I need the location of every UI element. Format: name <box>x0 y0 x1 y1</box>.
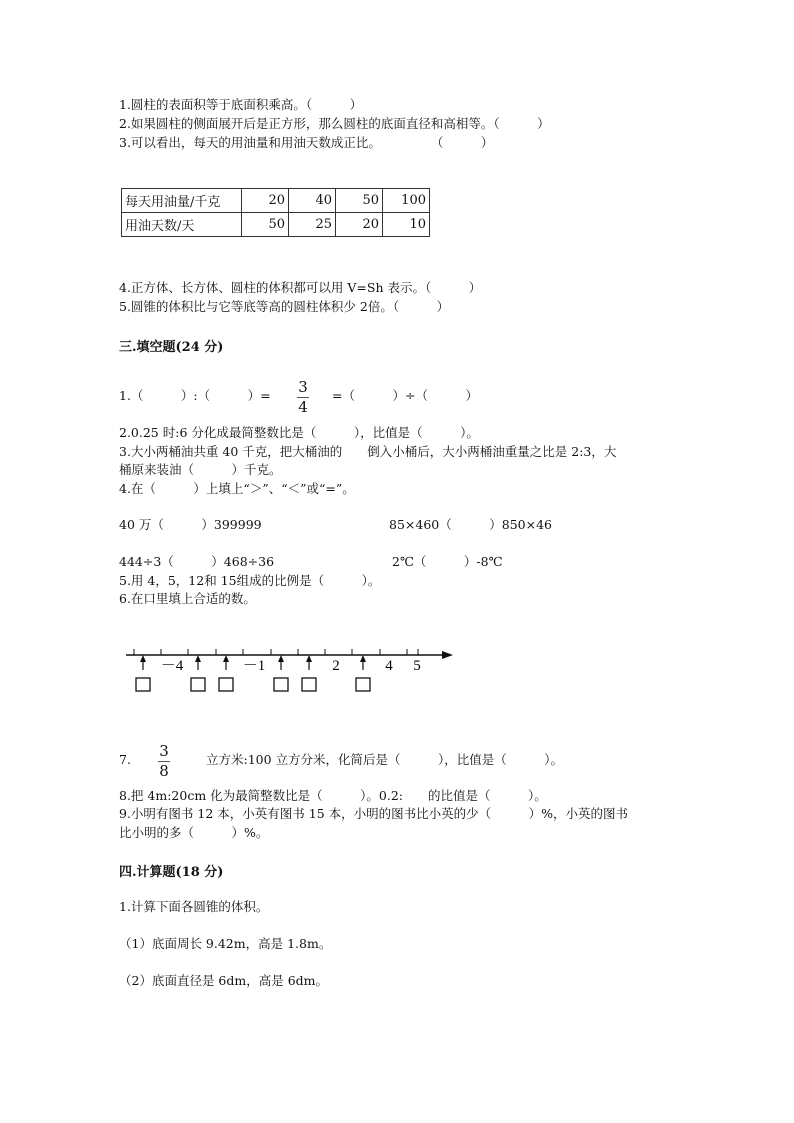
blank-box-marker <box>274 655 288 691</box>
compare-c: 444÷3（ ）468÷36 <box>119 554 275 569</box>
fill-q7-prefix: 7. <box>119 752 131 767</box>
answer-box <box>191 678 205 691</box>
table-cell: 50 <box>242 213 289 237</box>
table-cell: 每天用油量/千克 <box>122 189 242 213</box>
fraction-numerator: 3 <box>159 742 169 760</box>
section-heading-calc: 四.计算题(18 分) <box>119 865 224 880</box>
table-cell: 10 <box>383 213 430 237</box>
answer-box <box>302 678 316 691</box>
fill-q7-text: 立方米:100 立方分米，化简后是（ ），比值是（ ）。 <box>206 752 564 767</box>
fill-q3-line1: 3.大小两桶油共重 40 千克，把大桶油的 倒入小桶后，大小两桶油重量之比是 2:3，大 <box>119 444 617 459</box>
compare-d: 2℃（ ）-8℃ <box>392 554 503 569</box>
fill-q1-right: =（ ）÷（ ） <box>332 388 478 403</box>
oil-usage-table <box>121 188 430 237</box>
fill-q5: 5.用 4，5，12和 15组成的比例是（ ）。 <box>119 573 381 588</box>
judge-q1: 1.圆柱的表面积等于底面积乘高。（ ） <box>119 97 363 112</box>
table-cell: 用油天数/天 <box>122 213 242 237</box>
table-cell: 25 <box>289 213 336 237</box>
number-line-label: 4 <box>385 658 393 674</box>
calc-sub1: （1）底面周长 9.42m，高是 1.8m。 <box>119 936 332 951</box>
judge-q2: 2.如果圆柱的侧面展开后是正方形，那么圆柱的底面直径和高相等。（ ） <box>119 116 550 131</box>
judge-q5: 5.圆锥的体积比与它等底等高的圆柱体积少 2倍。（ ） <box>119 299 450 314</box>
blank-box-marker <box>302 655 316 691</box>
table-cell: 20 <box>336 213 383 237</box>
calc-sub2: （2）底面直径是 6dm，高是 6dm。 <box>119 973 329 988</box>
number-line-label: 2 <box>332 658 340 674</box>
number-line-arrowhead <box>442 651 453 659</box>
fill-q2: 2.0.25 时:6 分化成最简整数比是（ ），比值是（ ）。 <box>119 425 479 440</box>
blank-box-marker <box>219 655 233 691</box>
fill-q4: 4.在（ ）上填上“＞”、“＜”或“=”。 <box>119 481 355 496</box>
answer-box <box>219 678 233 691</box>
fraction-denominator: 8 <box>159 762 169 780</box>
fill-q9-line1: 9.小明有图书 12 本，小英有图书 15 本，小明的图书比小英的少（ ）%，小英的图书 <box>119 806 629 821</box>
table-row <box>122 189 430 213</box>
fraction-denominator: 4 <box>298 398 308 416</box>
section-heading-fill: 三.填空题(24 分) <box>119 340 224 355</box>
table-cell: 20 <box>242 189 289 213</box>
fraction-3-4 <box>297 380 309 415</box>
table-cell: 50 <box>336 189 383 213</box>
table-cell: 40 <box>289 189 336 213</box>
answer-box <box>274 678 288 691</box>
fill-q9-line2: 比小明的多（ ）%。 <box>119 825 269 840</box>
blank-box-marker <box>136 655 150 691</box>
judge-q4: 4.正方体、长方体、圆柱的体积都可以用 V=Sh 表示。（ ） <box>119 280 482 295</box>
number-line-label: 5 <box>413 658 421 674</box>
table-cell: 100 <box>383 189 430 213</box>
compare-a: 40 万（ ）399999 <box>119 517 262 532</box>
fill-q6: 6.在口里填上合适的数。 <box>119 591 256 606</box>
calc-q1: 1.计算下面各圆锥的体积。 <box>119 899 269 914</box>
answer-box <box>136 678 150 691</box>
fill-q3-line2: 桶原来装油（ ）千克。 <box>119 462 282 477</box>
fraction-3-8 <box>158 744 170 779</box>
number-line-label: －1 <box>242 658 266 674</box>
fill-q8: 8.把 4m:20cm 化为最简整数比是（ ）。0.2: 的比值是（ ）。 <box>119 788 547 803</box>
fill-q1-left: 1.（ ）:（ ）= <box>119 388 271 403</box>
judge-q3: 3.可以看出，每天的用油量和用油天数成正比。 （ ） <box>119 135 494 150</box>
number-line-label: －4 <box>160 658 184 674</box>
blank-box-marker <box>191 655 205 691</box>
number-line <box>120 640 460 696</box>
fraction-numerator: 3 <box>298 378 308 396</box>
compare-b: 85×460（ ）850×46 <box>389 517 552 532</box>
answer-box <box>356 678 370 691</box>
table-row <box>122 213 430 237</box>
blank-box-marker <box>356 655 370 691</box>
